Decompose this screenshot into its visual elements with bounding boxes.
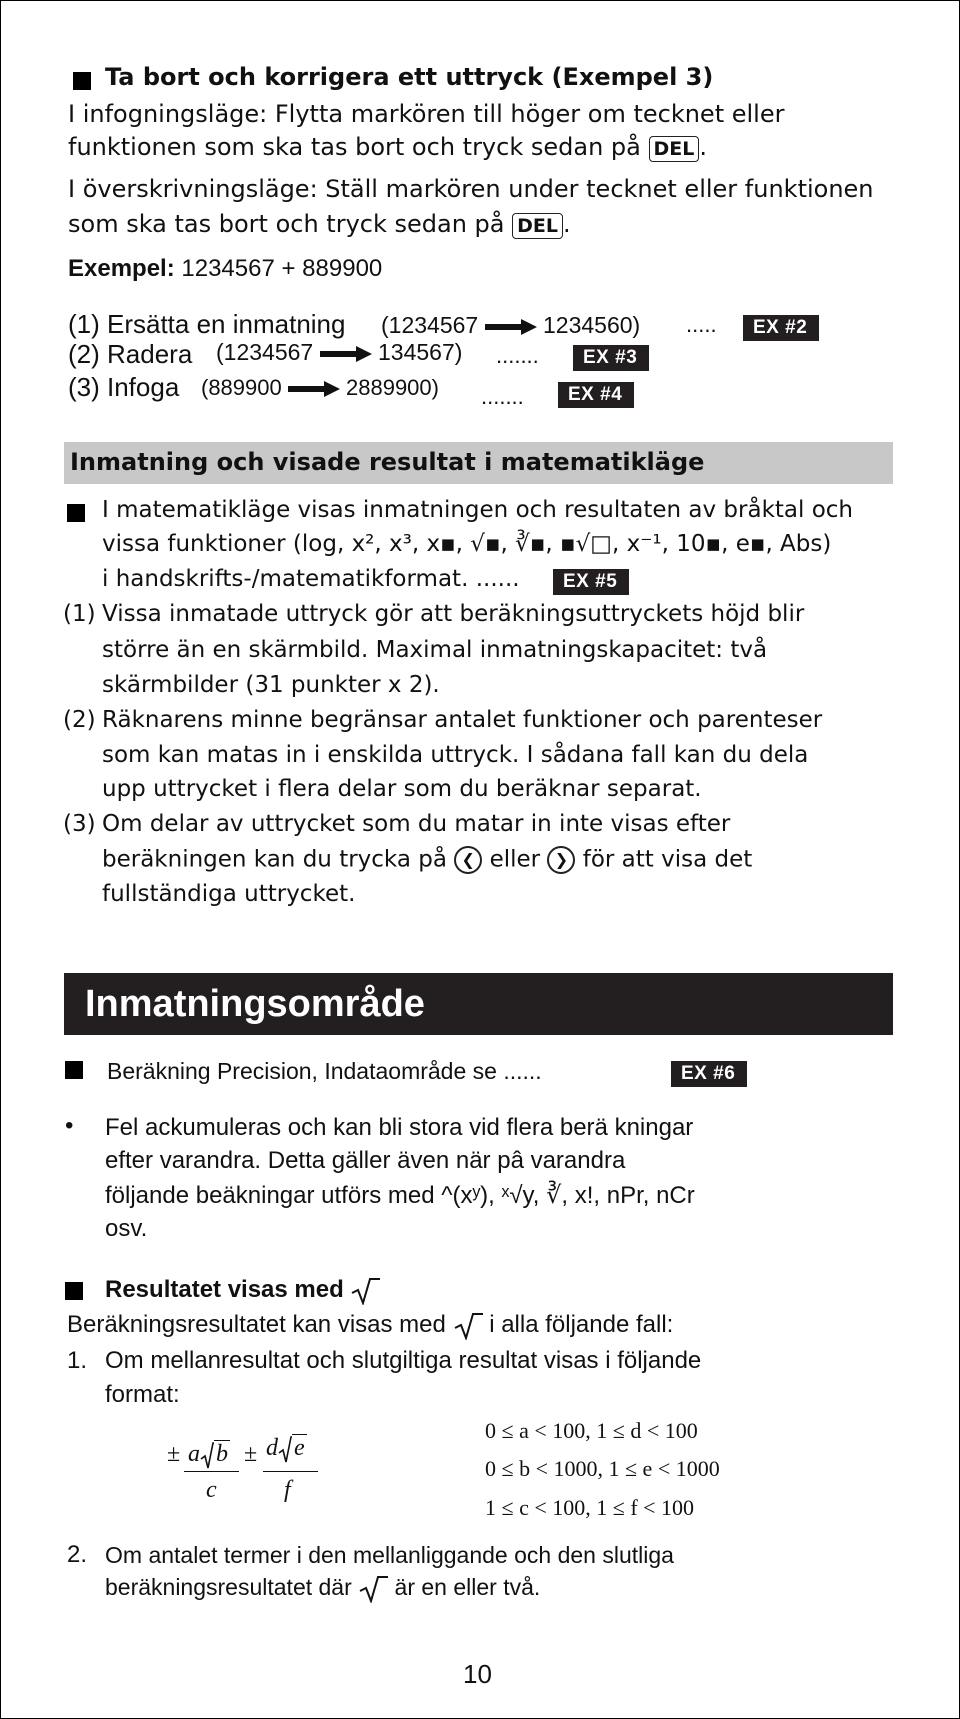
right-arrow-icon [288, 381, 340, 397]
note-line: skärmbilder (31 punkter x 2). [102, 672, 440, 698]
dots: ....... [496, 343, 539, 368]
fraction-bar [184, 1471, 239, 1472]
paragraph-line: I infogningsläge: Flytta markören till höger om tecknet eller [68, 100, 785, 128]
note-line: större än en skärmbild. Maximal inmatningskapacitet: två [102, 637, 768, 663]
section-marker [73, 72, 91, 90]
dots: ....... [481, 384, 524, 409]
square-root-icon [278, 1435, 292, 1463]
example-item-2-change [216, 339, 462, 366]
list-number: 2. [67, 1541, 88, 1568]
item-label: (2) Radera [68, 339, 193, 369]
paragraph-text: Beräkningsresultatet kan visas med [67, 1311, 446, 1338]
right-arrow-icon [320, 346, 372, 362]
paragraph-line: Beräkning Precision, Indataområde se ...... [107, 1058, 542, 1084]
note-line [102, 846, 752, 874]
note-text: eller [489, 846, 541, 873]
var-c: c [206, 1477, 217, 1503]
note-number: (1) [63, 601, 96, 627]
note-text: beräkningen kan du trycka på [102, 846, 447, 873]
section-heading [105, 1276, 380, 1305]
section-marker [67, 504, 85, 522]
list-line [105, 1574, 540, 1603]
paragraph-text: som ska tas bort och tryck sedan på [68, 210, 505, 238]
note-line: Vissa inmatade uttryck gör att beräkningsuttryckets höjd blir [102, 601, 805, 627]
square-root-icon [453, 1312, 483, 1340]
note-number: (3) [63, 811, 96, 837]
fraction-bar [263, 1471, 318, 1472]
condition-line: 1 ≤ c < 100, 1 ≤ f < 100 [485, 1495, 695, 1520]
list-line: Om antalet termer i den mellanliggande och den slutliga [105, 1542, 674, 1568]
from-value: (1234567 [381, 312, 479, 338]
square-root-icon [200, 1441, 214, 1469]
note-line: fullständiga uttrycket. [102, 881, 356, 907]
paragraph-text: funktionen som ska tas bort och tryck sedan på [68, 133, 641, 161]
dots: ..... [686, 312, 717, 337]
to-value: 134567) [377, 339, 463, 365]
plus-minus: ± [244, 1441, 258, 1467]
list-text: beräkningsresultatet där [105, 1574, 352, 1600]
section-heading: Ta bort och korrigera ett uttryck (Exempel 3) [105, 63, 714, 91]
note-line: Om delar av uttrycket som du matar in inte visas efter [102, 811, 731, 837]
paragraph-line [67, 1311, 673, 1340]
paragraph-line [68, 210, 571, 239]
page-number: 10 [463, 1659, 492, 1689]
left-arrow-key-icon: ❮ [454, 846, 482, 874]
var-b: b [216, 1441, 228, 1467]
fraction-numerator-1 [188, 1441, 230, 1469]
square-root-icon [350, 1277, 380, 1305]
list-number: 1. [67, 1347, 88, 1374]
example-value: 1234567 + 889900 [181, 255, 383, 282]
example-item-1-change [381, 312, 640, 339]
example-item-3-change [201, 375, 439, 401]
bullet-line: osv. [105, 1215, 148, 1242]
fraction-numerator-2 [266, 1435, 307, 1463]
ex-badge: EX #6 [671, 1061, 747, 1087]
paragraph-line: I överskrivningsläge: Ställ markören under tecknet eller funktionen [68, 175, 874, 203]
section-title: Inmatning och visade resultat i matematikläge [70, 448, 705, 476]
from-value: (1234567 [216, 339, 314, 365]
list-line: format: [105, 1381, 180, 1408]
right-arrow-key-icon: ❯ [547, 846, 575, 874]
del-key: DEL [649, 136, 700, 162]
example-label: Exempel: [68, 255, 175, 282]
del-key: DEL [512, 213, 563, 239]
paragraph-line [68, 133, 707, 162]
note-number: (2) [63, 707, 96, 733]
right-arrow-icon [485, 319, 537, 335]
note-line: upp uttrycket i flera delar som du beräknar separat. [102, 776, 702, 802]
example-item-2 [68, 339, 192, 370]
example-item-3 [68, 372, 179, 403]
to-value: 2889900) [346, 375, 439, 400]
note-text: för att visa det [582, 846, 753, 873]
bullet-line: följande beäkningar utförs med ^(xʸ), ˣ√y, ∛, x!, nPr, nCr [105, 1182, 695, 1209]
item-label: (1) Ersätta en inmatning [68, 309, 346, 339]
list-line: Om mellanresultat och slutgiltiga resultat visas i följande [105, 1347, 702, 1374]
paragraph-line: I matematikläge visas inmatningen och resultaten av bråktal och [102, 497, 853, 523]
paragraph-line: vissa funktioner (log, x², x³, x▪, √▪, ∛▪, ▪√□, x⁻¹, 10▪, e▪, Abs) [102, 531, 832, 557]
paragraph-line: i handskrifts-/matematikformat. ...... [102, 566, 520, 592]
square-root-icon [358, 1575, 388, 1603]
ex-badge: EX #4 [558, 382, 634, 408]
bullet-line: Fel ackumuleras och kan bli stora vid flera berä kningar [105, 1114, 694, 1141]
example-item-1 [68, 309, 345, 340]
section-marker [65, 1061, 83, 1079]
to-value: 1234560) [542, 312, 641, 338]
bullet-line: efter varandra. Detta gäller även när pâ varandra [105, 1147, 626, 1174]
item-label: (3) Infoga [68, 372, 180, 402]
ex-badge: EX #5 [553, 569, 629, 595]
list-text: är en eller två. [394, 1574, 541, 1600]
bullet-icon: • [65, 1112, 74, 1139]
ex-badge: EX #2 [743, 315, 819, 341]
section-title: Inmatningsområde [85, 983, 425, 1025]
condition-line: 0 ≤ a < 100, 1 ≤ d < 100 [485, 1418, 698, 1443]
example-line [68, 255, 382, 283]
condition-line: 0 ≤ b < 1000, 1 ≤ e < 1000 [485, 1456, 720, 1481]
paragraph-text: i alla följande fall: [489, 1311, 674, 1338]
from-value: (889900 [201, 375, 282, 400]
heading-text: Resultatet visas med [105, 1276, 344, 1303]
note-line: Räknarens minne begränsar antalet funktioner och parenteser [102, 707, 823, 733]
ex-badge: EX #3 [573, 345, 649, 371]
var-d: d [266, 1435, 278, 1461]
note-line: som kan matas in i enskilda uttryck. I sådana fall kan du dela [102, 742, 809, 768]
var-a: a [188, 1441, 200, 1467]
plus-minus: ± [167, 1441, 181, 1467]
period: . [699, 133, 707, 161]
var-e: e [294, 1435, 305, 1461]
period: . [563, 210, 571, 238]
var-f: f [284, 1477, 291, 1503]
section-marker [65, 1282, 83, 1300]
